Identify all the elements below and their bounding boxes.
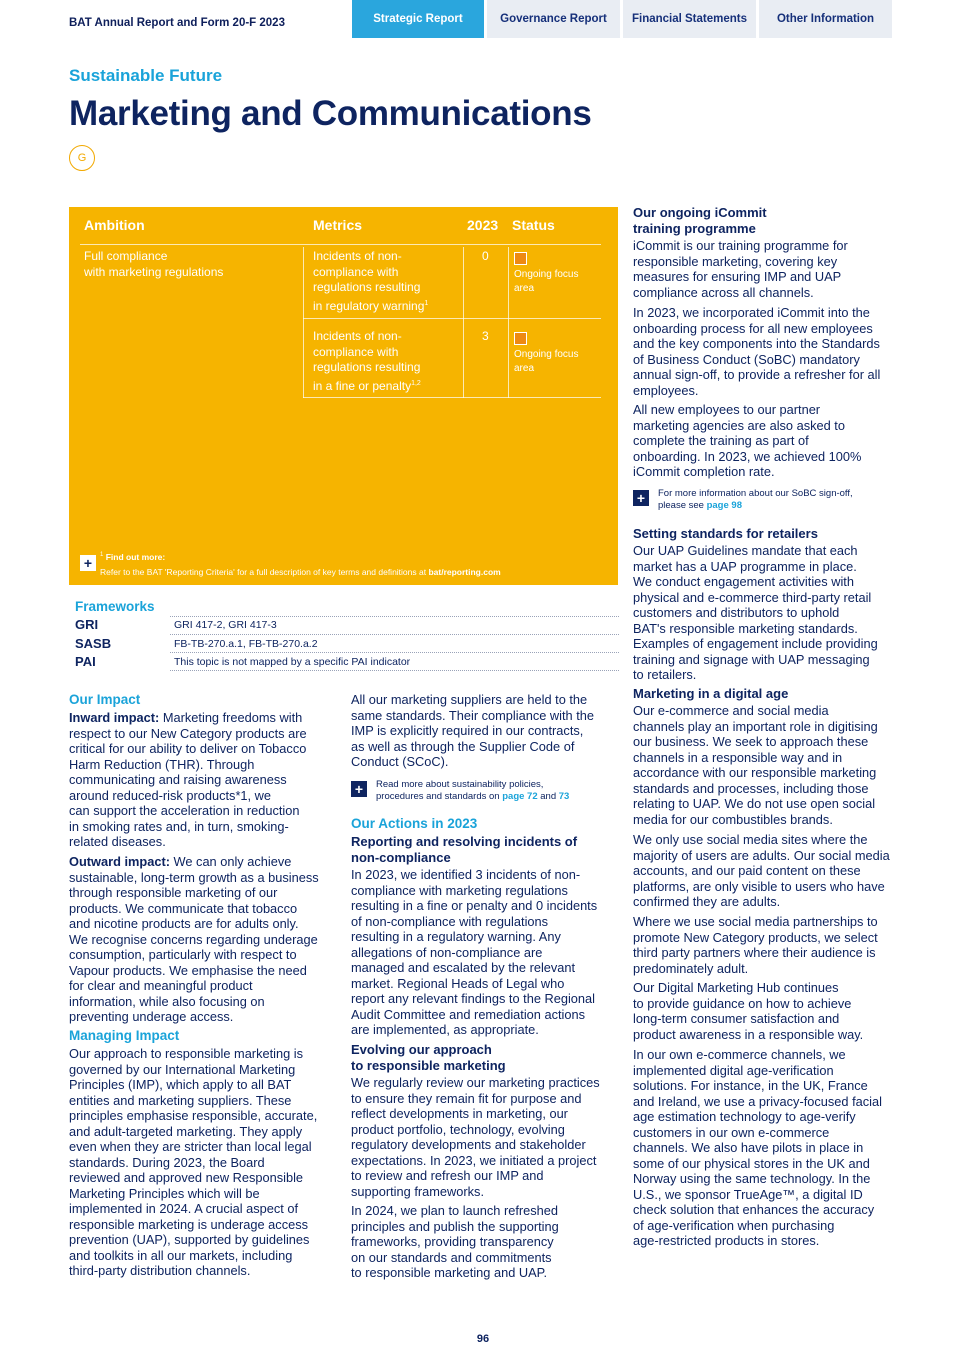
sobc-note: For more information about our SoBC sign-off, please see page 98 [658, 488, 853, 511]
reporting-paragraph: In 2023, we identified 3 incidents of non- compliance with marketing regulations resulting in a fine or penalty and 0 incidents of non-compliance with regulations resulting in a regulatory warning. Any allegations of non-compliance are managed and escalated by the relevant market. Regional Heads of Legal who report any relevant findings to the Regional Audit Committee and remediation actions are implemented, as appropriate. [351, 867, 598, 1037]
actions-heading: Our Actions in 2023 [351, 816, 478, 831]
status-square-icon [514, 252, 527, 265]
plan-paragraph: In 2024, we plan to launch refreshed principles and publish the supporting frameworks, providing transparency on our standards and commitments to responsible marketing and UAP. [351, 1203, 559, 1280]
metric-regulatory-warning: Incidents of non- compliance with regulations resulting in regulatory warning$^1$ [313, 249, 429, 313]
evolving-heading: Evolving our approach to responsible marketing [351, 1042, 506, 1073]
ambition-text: Full compliance with marketing regulations [84, 249, 224, 279]
row-divider [303, 397, 601, 398]
policies-note: Read more about sustainability policies, procedures and standards on page 72 and 73 [376, 779, 570, 802]
digital-paragraph-1: Our e-commerce and social media channels play an important role in digitising our business. We seek to approach these channels in a responsible way and in accordance with our responsible marketing standards and processes, including those relating to UAP. We do not use open social media for our combustibles brands. [633, 703, 878, 827]
row-divider [303, 318, 601, 319]
section-tabs [352, 0, 892, 38]
icommit-paragraph-3: All new employees to our partner marketing agencies are also asked to complete the training as part of onboarding. In 2023, we achieved 100% iCommit completion rate. [633, 402, 862, 479]
digital-heading: Marketing in a digital age [633, 686, 789, 701]
reporting-heading: Reporting and resolving incidents of non-compliance [351, 834, 578, 865]
tab-governance-report[interactable]: Governance Report [487, 0, 620, 38]
status-text: Ongoing focus area [514, 349, 579, 374]
inward-impact-paragraph: Inward impact: Marketing freedoms with respect to our New Category products are critical for our ability to deliver on Tobacco Harm Reduction (THR). Through communicating and raising awareness around reduced-risk products*1, we can support the acceleration in reduction in smoking rates and, in turn, smoking- related diseases. [69, 710, 307, 849]
section-label: Sustainable Future [69, 66, 223, 85]
managing-impact-heading: Managing Impact [69, 1028, 180, 1043]
header-metrics: Metrics [313, 217, 363, 233]
frameworks-divider [170, 652, 619, 653]
digital-paragraph-2: We only use social media sites where the majority of users are adults. Our social media accounts, and our paid content on these platforms, are only visible to users who have confirmed they are adults. [633, 832, 890, 909]
digital-paragraph-4: Our Digital Marketing Hub continues to provide guidance on how to achieve long-term consumer satisfaction and product awareness in a responsible way. [633, 980, 864, 1042]
page-title: Marketing and Communications [69, 94, 592, 133]
frameworks-title: Frameworks [75, 599, 155, 614]
governance-badge-icon: G [69, 145, 95, 171]
value-fine-penalty: 3 [482, 329, 489, 343]
retailers-paragraph: Our UAP Guidelines mandate that each market has a UAP programme in place. We conduct engagement activities with physical and e-commerce third-party retail customers and distributors to uphold BAT's responsible marketing standards. Examples of engagement include providing training and signage with UAP messaging to retailers. [633, 543, 878, 682]
plus-icon[interactable]: + [351, 781, 367, 797]
column-divider [303, 247, 304, 398]
status-square-icon [514, 332, 527, 345]
evolving-paragraph: We regularly review our marketing practices to ensure they remain fit for purpose and reflect developments in marketing, our product portfolio, technology, evolving regulatory developments and stakeholder expectations. In 2023, we initiated a project to review and refresh our IMP and supporting frameworks. [351, 1075, 600, 1199]
our-impact-heading: Our Impact [69, 692, 141, 707]
frameworks-divider [170, 670, 619, 671]
framework-key: GRI [75, 617, 99, 632]
plus-icon[interactable]: + [80, 555, 96, 571]
icommit-paragraph-2: In 2023, we incorporated iCommit into the onboarding process for all new employees and the key components into the Standards of Business Conduct (SoBC) mandatory annual sign-off, to provide a refresher for all employees. [633, 305, 881, 398]
tab-other-information[interactable]: Other Information [759, 0, 892, 38]
frameworks-divider [170, 634, 619, 635]
ambition-table [69, 207, 618, 585]
page-98-link[interactable]: page 98 [706, 500, 742, 511]
framework-row [75, 617, 619, 635]
column-divider [463, 247, 464, 398]
plus-icon[interactable]: + [633, 490, 649, 506]
outward-impact-paragraph: Outward impact: We can only achieve sustainable, long-term growth as a business through responsible marketing of our products. We communicate that tobacco and nicotine products are for adults only. We recognise concerns regarding underage consumption, particularly with respect to Vapour products. We emphasise the need for clear and meaningful product information, while also focusing on preventing underage access. [69, 854, 319, 1024]
header-ambition: Ambition [84, 217, 145, 233]
status-text: Ongoing focus area [514, 269, 579, 294]
metric-fine-penalty: Incidents of non- compliance with regulations resulting in a fine or penalty$^{1,2}$ [313, 329, 421, 393]
retailers-heading: Setting standards for retailers [633, 526, 818, 541]
reporting-link[interactable]: bat/reporting.com [428, 567, 501, 577]
framework-value: GRI 417-2, GRI 417-3 [174, 619, 277, 631]
footnote-title: $^1$ Find out more: [100, 551, 166, 562]
header-status: Status [512, 217, 555, 233]
framework-key: SASB [75, 636, 112, 651]
icommit-paragraph-1: iCommit is our training programme for responsible marketing, covering key measures for ensuring IMP and UAP compliance across all channels. [633, 238, 848, 300]
page-72-link[interactable]: page 72 [502, 791, 538, 802]
framework-key: PAI [75, 654, 96, 669]
digital-paragraph-3: Where we use social media partnerships to promote New Category products, we select third party partners where their audience is predominately adult. [633, 914, 878, 976]
framework-value: FB-TB-270.a.1, FB-TB-270.a.2 [174, 638, 318, 650]
framework-value: This topic is not mapped by a specific PAI indicator [174, 656, 411, 668]
header-year: 2023 [467, 217, 499, 233]
managing-impact-paragraph: Our approach to responsible marketing is governed by our International Marketing Principles (IMP), which apply to all BAT entities and marketing suppliers. These principles emphasise responsible, accurate, and adult-targeted marketing. They apply even when they are stricter than local legal standards. During 2023, the Board reviewed and approved new Responsible Marketing Principles which will be implemented in 2024. A crucial aspect of responsible marketing is underage access prevention (UAP), supported by guidelines and toolkits in all our markets, including third-party distribution channels. [69, 1046, 318, 1278]
page-number: 96 [476, 1333, 490, 1345]
tab-strategic-report[interactable]: Strategic Report [352, 0, 484, 38]
value-regulatory-warning: 0 [482, 249, 489, 263]
header-divider [80, 244, 601, 245]
digital-paragraph-5: In our own e-commerce channels, we implemented digital age-verification solutions. For instance, in the UK, France and Ireland, we use a privacy-focused facial age estimation technology to age-verify customers in our own e-commerce channels. We also have pilots in place in some of our physical stores in the UK and Norway using the same technology. In the U.S., we sponsor TrueAge™, a digital ID check solution that enhances the accuracy of age-verification when purchasing age-restricted products in stores. [633, 1047, 882, 1248]
icommit-heading: Our ongoing iCommit training programme [633, 205, 767, 236]
suppliers-paragraph: All our marketing suppliers are held to the same standards. Their compliance with the IMP is explicitly required in our contracts, as well as through the Supplier Code of Conduct (SCoC). [351, 692, 595, 769]
footnote-text: Refer to the BAT 'Reporting Criteria' for a full description of key terms and definitions at bat/reporting.com [100, 567, 501, 577]
column-divider [508, 247, 509, 398]
tab-financial-statements[interactable]: Financial Statements [623, 0, 756, 38]
page-73-link[interactable]: 73 [558, 791, 570, 802]
document-title: BAT Annual Report and Form 20-F 2023 [69, 17, 285, 29]
